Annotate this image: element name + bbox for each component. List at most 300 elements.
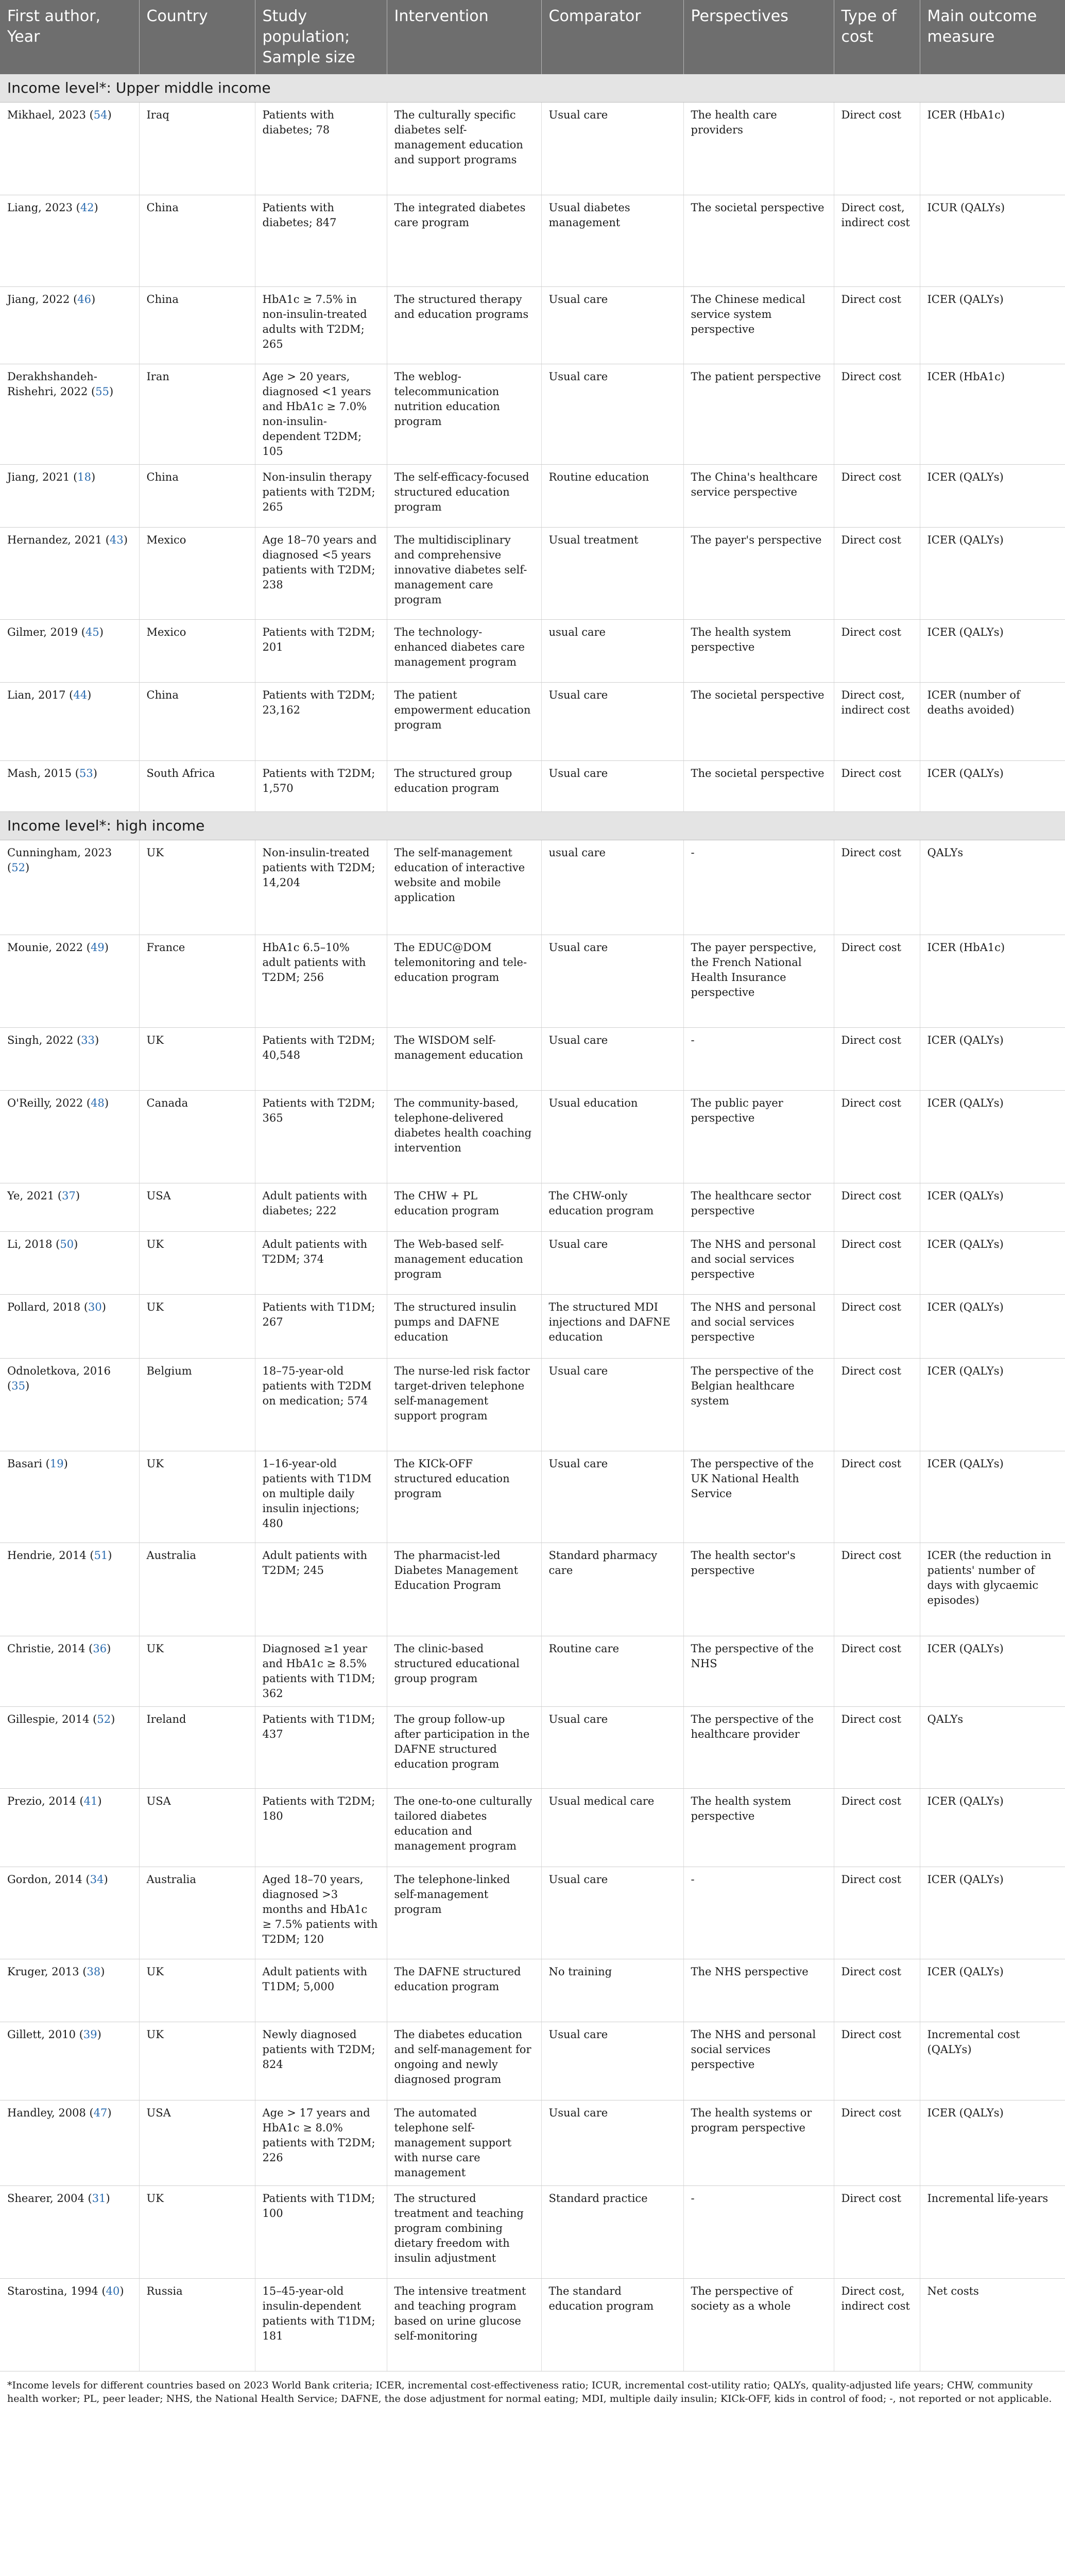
cell-cost-type: Direct cost bbox=[834, 103, 920, 195]
reference-link[interactable]: 19 bbox=[49, 1458, 64, 1470]
table-row bbox=[0, 1789, 1065, 1867]
cell-comparator: Usual education bbox=[541, 1091, 683, 1183]
cell-intervention: The diabetes education and self-management for ongoing and newly diagnosed program bbox=[387, 2022, 541, 2100]
cell-outcome: ICER (QALYs) bbox=[920, 1451, 1065, 1543]
reference-link[interactable]: 43 bbox=[109, 534, 124, 546]
cell-cost-type: Direct cost bbox=[834, 2100, 920, 2186]
cell-author bbox=[0, 761, 139, 812]
cell-population: 1–16-year-old patients with T1DM on multiple daily insulin injections; 480 bbox=[255, 1451, 387, 1543]
cell-population: Diagnosed ≥1 year and HbA1c ≥ 8.5% patients with T1DM; 362 bbox=[255, 1636, 387, 1707]
table-row bbox=[0, 1636, 1065, 1707]
table-row bbox=[0, 761, 1065, 812]
author-year: Singh, 2022 ( bbox=[7, 1034, 81, 1046]
cell-country: UK bbox=[139, 1232, 255, 1295]
author-year: Mash, 2015 ( bbox=[7, 767, 79, 779]
cell-outcome: Incremental life-years bbox=[920, 2186, 1065, 2279]
cell-country: USA bbox=[139, 1183, 255, 1232]
reference-link[interactable]: 49 bbox=[91, 941, 105, 954]
author-year: Hendrie, 2014 ( bbox=[7, 1549, 94, 1562]
header-cost-type: Type of cost bbox=[834, 0, 920, 74]
cell-perspective: The perspective of the Belgian healthcare system bbox=[683, 1359, 834, 1451]
table-row bbox=[0, 620, 1065, 683]
author-year: Shearer, 2004 ( bbox=[7, 2192, 92, 2205]
cell-intervention: The CHW + PL education program bbox=[387, 1183, 541, 1232]
reference-link[interactable]: 35 bbox=[11, 1380, 25, 1392]
cell-perspective: The Chinese medical service system perspective bbox=[683, 287, 834, 364]
cell-author bbox=[0, 1295, 139, 1359]
reference-link[interactable]: 42 bbox=[80, 201, 94, 214]
author-year: Gillespie, 2014 ( bbox=[7, 1713, 97, 1725]
reference-link[interactable]: 52 bbox=[97, 1713, 111, 1725]
author-year: Hernandez, 2021 ( bbox=[7, 534, 110, 546]
reference-close: ) bbox=[75, 1190, 80, 1202]
cell-population: Patients with diabetes; 78 bbox=[255, 103, 387, 195]
cell-country: UK bbox=[139, 1959, 255, 2022]
cell-population: HbA1c 6.5–10% adult patients with T2DM; 256 bbox=[255, 935, 387, 1028]
reference-link[interactable]: 44 bbox=[73, 689, 88, 701]
author-year: Gilmer, 2019 ( bbox=[7, 626, 85, 638]
cell-author bbox=[0, 683, 139, 761]
cell-author bbox=[0, 2186, 139, 2279]
reference-close: ) bbox=[101, 1301, 106, 1313]
reference-close: ) bbox=[93, 767, 97, 779]
cell-perspective: The health sector's perspective bbox=[683, 1543, 834, 1636]
cell-intervention: The patient empowerment education program bbox=[387, 683, 541, 761]
cell-perspective: The NHS perspective bbox=[683, 1959, 834, 2022]
table-row bbox=[0, 2022, 1065, 2100]
cell-perspective: The perspective of the NHS bbox=[683, 1636, 834, 1707]
cell-outcome: ICER (QALYs) bbox=[920, 1867, 1065, 1959]
reference-close: ) bbox=[108, 1549, 112, 1562]
cell-perspective: The China's healthcare service perspective bbox=[683, 465, 834, 528]
cell-comparator: Usual care bbox=[541, 1028, 683, 1091]
reference-link[interactable]: 18 bbox=[77, 471, 92, 483]
cell-country: USA bbox=[139, 1789, 255, 1867]
cell-cost-type: Direct cost bbox=[834, 1707, 920, 1789]
table-row bbox=[0, 935, 1065, 1028]
cell-cost-type: Direct cost bbox=[834, 2022, 920, 2100]
cell-country: Iran bbox=[139, 364, 255, 465]
author-year: Kruger, 2013 ( bbox=[7, 1965, 87, 1978]
cell-author bbox=[0, 1091, 139, 1183]
table-row bbox=[0, 465, 1065, 528]
reference-link[interactable]: 36 bbox=[93, 1642, 107, 1655]
cell-intervention: The structured treatment and teaching program combining dietary freedom with insulin adjustment bbox=[387, 2186, 541, 2279]
cell-population: Patients with T1DM; 100 bbox=[255, 2186, 387, 2279]
author-year: Handley, 2008 ( bbox=[7, 2107, 94, 2119]
cell-comparator: Usual care bbox=[541, 935, 683, 1028]
reference-link[interactable]: 48 bbox=[91, 1097, 105, 1109]
header-outcome: Main outcome measure bbox=[920, 0, 1065, 74]
cell-perspective: The healthcare sector perspective bbox=[683, 1183, 834, 1232]
cell-outcome: ICER (QALYs) bbox=[920, 287, 1065, 364]
cell-author bbox=[0, 195, 139, 287]
cell-author bbox=[0, 287, 139, 364]
cell-cost-type: Direct cost bbox=[834, 1232, 920, 1295]
cell-perspective: The societal perspective bbox=[683, 683, 834, 761]
cell-intervention: The group follow-up after participation in the DAFNE structured education program bbox=[387, 1707, 541, 1789]
cell-comparator: Usual care bbox=[541, 1707, 683, 1789]
author-year: Mounie, 2022 ( bbox=[7, 941, 91, 954]
reference-link[interactable]: 50 bbox=[60, 1238, 74, 1250]
cell-outcome: ICER (HbA1c) bbox=[920, 364, 1065, 465]
header-comparator: Comparator bbox=[541, 0, 683, 74]
cell-perspective: The perspective of the healthcare provider bbox=[683, 1707, 834, 1789]
cell-outcome: QALYs bbox=[920, 840, 1065, 935]
cell-perspective: - bbox=[683, 1028, 834, 1091]
author-year: Derakhshandeh-Rishehri, 2022 ( bbox=[7, 370, 97, 398]
reference-link[interactable]: 55 bbox=[95, 385, 109, 398]
cell-population: 15–45-year-old insulin-dependent patients with T1DM; 181 bbox=[255, 2279, 387, 2371]
cell-cost-type: Direct cost bbox=[834, 935, 920, 1028]
table-row bbox=[0, 2186, 1065, 2279]
income-group-label: Income level*: Upper middle income bbox=[0, 74, 1065, 103]
cell-population: Aged 18–70 years, diagnosed >3 months and HbA1c ≥ 7.5% patients with T2DM; 120 bbox=[255, 1867, 387, 1959]
author-year: Cunningham, 2023 ( bbox=[7, 846, 112, 874]
cell-perspective: The health care providers bbox=[683, 103, 834, 195]
cell-comparator: Usual care bbox=[541, 1451, 683, 1543]
cell-cost-type: Direct cost bbox=[834, 1543, 920, 1636]
cell-perspective: The perspective of the UK National Health Service bbox=[683, 1451, 834, 1543]
cell-population: Adult patients with T1DM; 5,000 bbox=[255, 1959, 387, 2022]
cell-country: China bbox=[139, 683, 255, 761]
cell-population: Patients with T1DM; 437 bbox=[255, 1707, 387, 1789]
cell-perspective: The health system perspective bbox=[683, 1789, 834, 1867]
reference-close: ) bbox=[104, 1097, 109, 1109]
reference-link[interactable]: 46 bbox=[77, 293, 92, 306]
cell-cost-type: Direct cost bbox=[834, 528, 920, 620]
cell-perspective: The NHS and personal and social services perspective bbox=[683, 1232, 834, 1295]
reference-close: ) bbox=[119, 2285, 124, 2297]
reference-close: ) bbox=[107, 1642, 111, 1655]
table-row bbox=[0, 1359, 1065, 1451]
cell-cost-type: Direct cost, indirect cost bbox=[834, 683, 920, 761]
cell-population: Patients with T2DM; 365 bbox=[255, 1091, 387, 1183]
header-country: Country bbox=[139, 0, 255, 74]
cell-country: Iraq bbox=[139, 103, 255, 195]
table-row bbox=[0, 1959, 1065, 2022]
cell-author bbox=[0, 1359, 139, 1451]
cell-outcome: ICER (QALYs) bbox=[920, 1295, 1065, 1359]
income-group-row bbox=[0, 74, 1065, 103]
cell-perspective: - bbox=[683, 1867, 834, 1959]
cell-cost-type: Direct cost bbox=[834, 1359, 920, 1451]
reference-close: ) bbox=[95, 1034, 99, 1046]
cell-country: UK bbox=[139, 1028, 255, 1091]
cell-author bbox=[0, 364, 139, 465]
cell-perspective: The perspective of society as a whole bbox=[683, 2279, 834, 2371]
cell-intervention: The technology-enhanced diabetes care management program bbox=[387, 620, 541, 683]
cell-comparator: Usual care bbox=[541, 2022, 683, 2100]
reference-link[interactable]: 41 bbox=[83, 1795, 98, 1807]
reference-close: ) bbox=[106, 2192, 110, 2205]
cell-country: Russia bbox=[139, 2279, 255, 2371]
cell-author bbox=[0, 1959, 139, 2022]
cell-perspective: The health systems or program perspective bbox=[683, 2100, 834, 2186]
cell-author bbox=[0, 1707, 139, 1789]
cell-author bbox=[0, 2279, 139, 2371]
cell-cost-type: Direct cost bbox=[834, 1451, 920, 1543]
reference-link[interactable]: 53 bbox=[79, 767, 93, 779]
cell-intervention: The structured group education program bbox=[387, 761, 541, 812]
cell-outcome: Incremental cost (QALYs) bbox=[920, 2022, 1065, 2100]
cell-population: Age > 20 years, diagnosed <1 years and HbA1c ≥ 7.0% non-insulin-dependent T2DM; 105 bbox=[255, 364, 387, 465]
cell-country: Australia bbox=[139, 1867, 255, 1959]
cell-country: Belgium bbox=[139, 1359, 255, 1451]
cell-author bbox=[0, 103, 139, 195]
cell-comparator: The CHW-only education program bbox=[541, 1183, 683, 1232]
cell-cost-type: Direct cost bbox=[834, 2186, 920, 2279]
reference-link[interactable]: 30 bbox=[88, 1301, 102, 1313]
table-row bbox=[0, 1091, 1065, 1183]
cell-author bbox=[0, 1028, 139, 1091]
reference-close: ) bbox=[111, 1713, 115, 1725]
cell-intervention: The culturally specific diabetes self-management education and support programs bbox=[387, 103, 541, 195]
author-year: Starostina, 1994 ( bbox=[7, 2285, 106, 2297]
cell-intervention: The weblog-telecommunication nutrition education program bbox=[387, 364, 541, 465]
reference-close: ) bbox=[107, 2107, 112, 2119]
cell-perspective: The patient perspective bbox=[683, 364, 834, 465]
cell-intervention: The structured insulin pumps and DAFNE education bbox=[387, 1295, 541, 1359]
reference-link[interactable]: 52 bbox=[11, 861, 25, 874]
cell-author bbox=[0, 620, 139, 683]
cell-outcome: ICER (number of deaths avoided) bbox=[920, 683, 1065, 761]
table-row bbox=[0, 1867, 1065, 1959]
cell-author bbox=[0, 935, 139, 1028]
table-body bbox=[0, 74, 1065, 2371]
cell-cost-type: Direct cost bbox=[834, 1091, 920, 1183]
author-year: Mikhael, 2023 ( bbox=[7, 109, 94, 121]
cell-outcome: ICER (QALYs) bbox=[920, 761, 1065, 812]
cell-comparator: Usual care bbox=[541, 1232, 683, 1295]
cell-perspective: - bbox=[683, 2186, 834, 2279]
cell-perspective: The NHS and personal and social services perspective bbox=[683, 1295, 834, 1359]
cell-perspective: The payer perspective, the French National Health Insurance perspective bbox=[683, 935, 834, 1028]
cell-country: China bbox=[139, 287, 255, 364]
cell-cost-type: Direct cost bbox=[834, 465, 920, 528]
income-group-row bbox=[0, 812, 1065, 840]
author-year: Lian, 2017 ( bbox=[7, 689, 74, 701]
cell-comparator: Usual care bbox=[541, 1867, 683, 1959]
header-row bbox=[0, 0, 1065, 74]
cell-population: 18–75-year-old patients with T2DM on medication; 574 bbox=[255, 1359, 387, 1451]
cell-comparator: The standard education program bbox=[541, 2279, 683, 2371]
cell-intervention: The KICk-OFF structured education program bbox=[387, 1451, 541, 1543]
author-year: Christie, 2014 ( bbox=[7, 1642, 93, 1655]
reference-link[interactable]: 33 bbox=[81, 1034, 95, 1046]
cell-author bbox=[0, 1636, 139, 1707]
table-row bbox=[0, 528, 1065, 620]
cell-author bbox=[0, 840, 139, 935]
cell-comparator: Usual medical care bbox=[541, 1789, 683, 1867]
cell-comparator: Usual care bbox=[541, 683, 683, 761]
cell-cost-type: Direct cost bbox=[834, 1028, 920, 1091]
reference-link[interactable]: 39 bbox=[83, 2028, 97, 2041]
cell-outcome: ICER (QALYs) bbox=[920, 1789, 1065, 1867]
reference-link[interactable]: 38 bbox=[87, 1965, 101, 1978]
reference-close: ) bbox=[25, 1380, 30, 1392]
cell-comparator: Standard pharmacy care bbox=[541, 1543, 683, 1636]
cell-outcome: ICUR (QALYs) bbox=[920, 195, 1065, 287]
cell-outcome: ICER (the reduction in patients' number of days with glycaemic episodes) bbox=[920, 1543, 1065, 1636]
cell-cost-type: Direct cost bbox=[834, 1867, 920, 1959]
cell-cost-type: Direct cost, indirect cost bbox=[834, 195, 920, 287]
reference-link[interactable]: 54 bbox=[93, 109, 108, 121]
cell-cost-type: Direct cost bbox=[834, 1183, 920, 1232]
cell-country: Mexico bbox=[139, 528, 255, 620]
cell-author bbox=[0, 2022, 139, 2100]
cell-comparator: No training bbox=[541, 1959, 683, 2022]
cell-outcome: ICER (QALYs) bbox=[920, 2100, 1065, 2186]
cell-country: Ireland bbox=[139, 1707, 255, 1789]
cell-perspective: The NHS and personal social services perspective bbox=[683, 2022, 834, 2100]
cell-cost-type: Direct cost bbox=[834, 761, 920, 812]
author-year: Liang, 2023 ( bbox=[7, 201, 80, 214]
reference-close: ) bbox=[25, 861, 30, 874]
cell-comparator: usual care bbox=[541, 620, 683, 683]
cell-perspective: The health system perspective bbox=[683, 620, 834, 683]
header-author: First author, Year bbox=[0, 0, 139, 74]
cell-outcome: ICER (QALYs) bbox=[920, 1028, 1065, 1091]
cell-outcome: ICER (HbA1c) bbox=[920, 935, 1065, 1028]
cell-outcome: ICER (QALYs) bbox=[920, 1183, 1065, 1232]
cell-population: Patients with T1DM; 267 bbox=[255, 1295, 387, 1359]
reference-link[interactable]: 45 bbox=[85, 626, 99, 638]
author-year: Gordon, 2014 ( bbox=[7, 1873, 90, 1886]
reference-close: ) bbox=[91, 471, 96, 483]
author-year: Gillett, 2010 ( bbox=[7, 2028, 83, 2041]
cell-author bbox=[0, 2100, 139, 2186]
cell-intervention: The self-management education of interactive website and mobile application bbox=[387, 840, 541, 935]
cell-intervention: The pharmacist-led Diabetes Management Education Program bbox=[387, 1543, 541, 1636]
cell-intervention: The self-efficacy-focused structured education program bbox=[387, 465, 541, 528]
table-row bbox=[0, 1183, 1065, 1232]
cell-intervention: The WISDOM self-management education bbox=[387, 1028, 541, 1091]
reference-link[interactable]: 47 bbox=[93, 2107, 108, 2119]
table-row bbox=[0, 1232, 1065, 1295]
cell-intervention: The automated telephone self-management support with nurse care management bbox=[387, 2100, 541, 2186]
reference-close: ) bbox=[63, 1458, 68, 1470]
cell-cost-type: Direct cost bbox=[834, 840, 920, 935]
reference-close: ) bbox=[107, 109, 112, 121]
reference-close: ) bbox=[97, 2028, 101, 2041]
table-row bbox=[0, 103, 1065, 195]
cell-intervention: The integrated diabetes care program bbox=[387, 195, 541, 287]
cell-cost-type: Direct cost bbox=[834, 620, 920, 683]
cell-population: Patients with T2DM; 1,570 bbox=[255, 761, 387, 812]
cell-cost-type: Direct cost bbox=[834, 364, 920, 465]
cell-population: Non-insulin-treated patients with T2DM; 14,204 bbox=[255, 840, 387, 935]
income-group-label: Income level*: high income bbox=[0, 812, 1065, 840]
cell-population: Age > 17 years and HbA1c ≥ 8.0% patients with T2DM; 226 bbox=[255, 2100, 387, 2186]
reference-close: ) bbox=[94, 201, 98, 214]
cell-population: Patients with T2DM; 201 bbox=[255, 620, 387, 683]
cell-population: Adult patients with T2DM; 245 bbox=[255, 1543, 387, 1636]
cell-population: HbA1c ≥ 7.5% in non-insulin-treated adults with T2DM; 265 bbox=[255, 287, 387, 364]
cell-comparator: Usual diabetes management bbox=[541, 195, 683, 287]
cell-intervention: The one-to-one culturally tailored diabetes education and management program bbox=[387, 1789, 541, 1867]
cell-population: Non-insulin therapy patients with T2DM; 265 bbox=[255, 465, 387, 528]
cell-author bbox=[0, 465, 139, 528]
header-population: Study population; Sample size bbox=[255, 0, 387, 74]
reference-close: ) bbox=[91, 293, 96, 306]
cell-author bbox=[0, 1543, 139, 1636]
reference-link[interactable]: 51 bbox=[94, 1549, 108, 1562]
cell-country: UK bbox=[139, 2022, 255, 2100]
cell-country: Canada bbox=[139, 1091, 255, 1183]
cell-comparator: Routine care bbox=[541, 1636, 683, 1707]
cell-outcome: ICER (QALYs) bbox=[920, 465, 1065, 528]
cell-author bbox=[0, 1232, 139, 1295]
cell-intervention: The EDUC@DOM telemonitoring and tele-education program bbox=[387, 935, 541, 1028]
reference-close: ) bbox=[109, 385, 114, 398]
cell-outcome: Net costs bbox=[920, 2279, 1065, 2371]
reference-link[interactable]: 31 bbox=[92, 2192, 106, 2205]
cell-intervention: The clinic-based structured educational group program bbox=[387, 1636, 541, 1707]
cell-comparator: Usual treatment bbox=[541, 528, 683, 620]
reference-close: ) bbox=[97, 1795, 102, 1807]
cell-comparator: Usual care bbox=[541, 761, 683, 812]
cell-cost-type: Direct cost bbox=[834, 1789, 920, 1867]
reference-close: ) bbox=[123, 534, 128, 546]
header-perspectives: Perspectives bbox=[683, 0, 834, 74]
author-year: O'Reilly, 2022 ( bbox=[7, 1097, 91, 1109]
table-row bbox=[0, 683, 1065, 761]
cell-outcome: ICER (QALYs) bbox=[920, 1091, 1065, 1183]
cell-outcome: QALYs bbox=[920, 1707, 1065, 1789]
cell-author bbox=[0, 528, 139, 620]
table-row bbox=[0, 1295, 1065, 1359]
reference-link[interactable]: 40 bbox=[106, 2285, 120, 2297]
cell-population: Adult patients with T2DM; 374 bbox=[255, 1232, 387, 1295]
cell-country: China bbox=[139, 195, 255, 287]
table-row bbox=[0, 1028, 1065, 1091]
author-year: Li, 2018 ( bbox=[7, 1238, 60, 1250]
author-year: Prezio, 2014 ( bbox=[7, 1795, 84, 1807]
cell-country: UK bbox=[139, 1636, 255, 1707]
table-row bbox=[0, 287, 1065, 364]
cell-outcome: ICER (QALYs) bbox=[920, 1959, 1065, 2022]
cell-intervention: The Web-based self-management education program bbox=[387, 1232, 541, 1295]
cell-country: France bbox=[139, 935, 255, 1028]
table-row bbox=[0, 1707, 1065, 1789]
cell-country: UK bbox=[139, 840, 255, 935]
author-year: Jiang, 2022 ( bbox=[7, 293, 78, 306]
cell-intervention: The telephone-linked self-management program bbox=[387, 1867, 541, 1959]
table-footnote: *Income levels for different countries based on 2023 World Bank criteria; ICER, incremental cost-effectiveness ratio; ICUR, incremental cost-utility ratio; QALYs, quality-adjusted life years; CHW, community health worker; PL, peer leader; NHS, the National Health Service; DAFNE, the dose adjustment for normal eating; MDI, multiple daily insulin; KICk-OFF, kids in control of food; -, not reported or not applicable. bbox=[7, 2380, 1052, 2404]
cell-cost-type: Direct cost bbox=[834, 1959, 920, 2022]
cell-perspective: The societal perspective bbox=[683, 195, 834, 287]
cell-comparator: The structured MDI injections and DAFNE education bbox=[541, 1295, 683, 1359]
cell-cost-type: Direct cost bbox=[834, 1636, 920, 1707]
reference-close: ) bbox=[87, 689, 92, 701]
cell-country: UK bbox=[139, 1451, 255, 1543]
cell-outcome: ICER (QALYs) bbox=[920, 1232, 1065, 1295]
reference-link[interactable]: 37 bbox=[62, 1190, 76, 1202]
cell-country: USA bbox=[139, 2100, 255, 2186]
table-row bbox=[0, 195, 1065, 287]
cell-author bbox=[0, 1183, 139, 1232]
cell-comparator: Standard practice bbox=[541, 2186, 683, 2279]
table-row bbox=[0, 840, 1065, 935]
table-row bbox=[0, 1451, 1065, 1543]
cell-comparator: usual care bbox=[541, 840, 683, 935]
cell-population: Patients with T2DM; 40,548 bbox=[255, 1028, 387, 1091]
reference-link[interactable]: 34 bbox=[90, 1873, 104, 1886]
table-row bbox=[0, 1543, 1065, 1636]
cell-outcome: ICER (QALYs) bbox=[920, 528, 1065, 620]
table-row bbox=[0, 2279, 1065, 2371]
